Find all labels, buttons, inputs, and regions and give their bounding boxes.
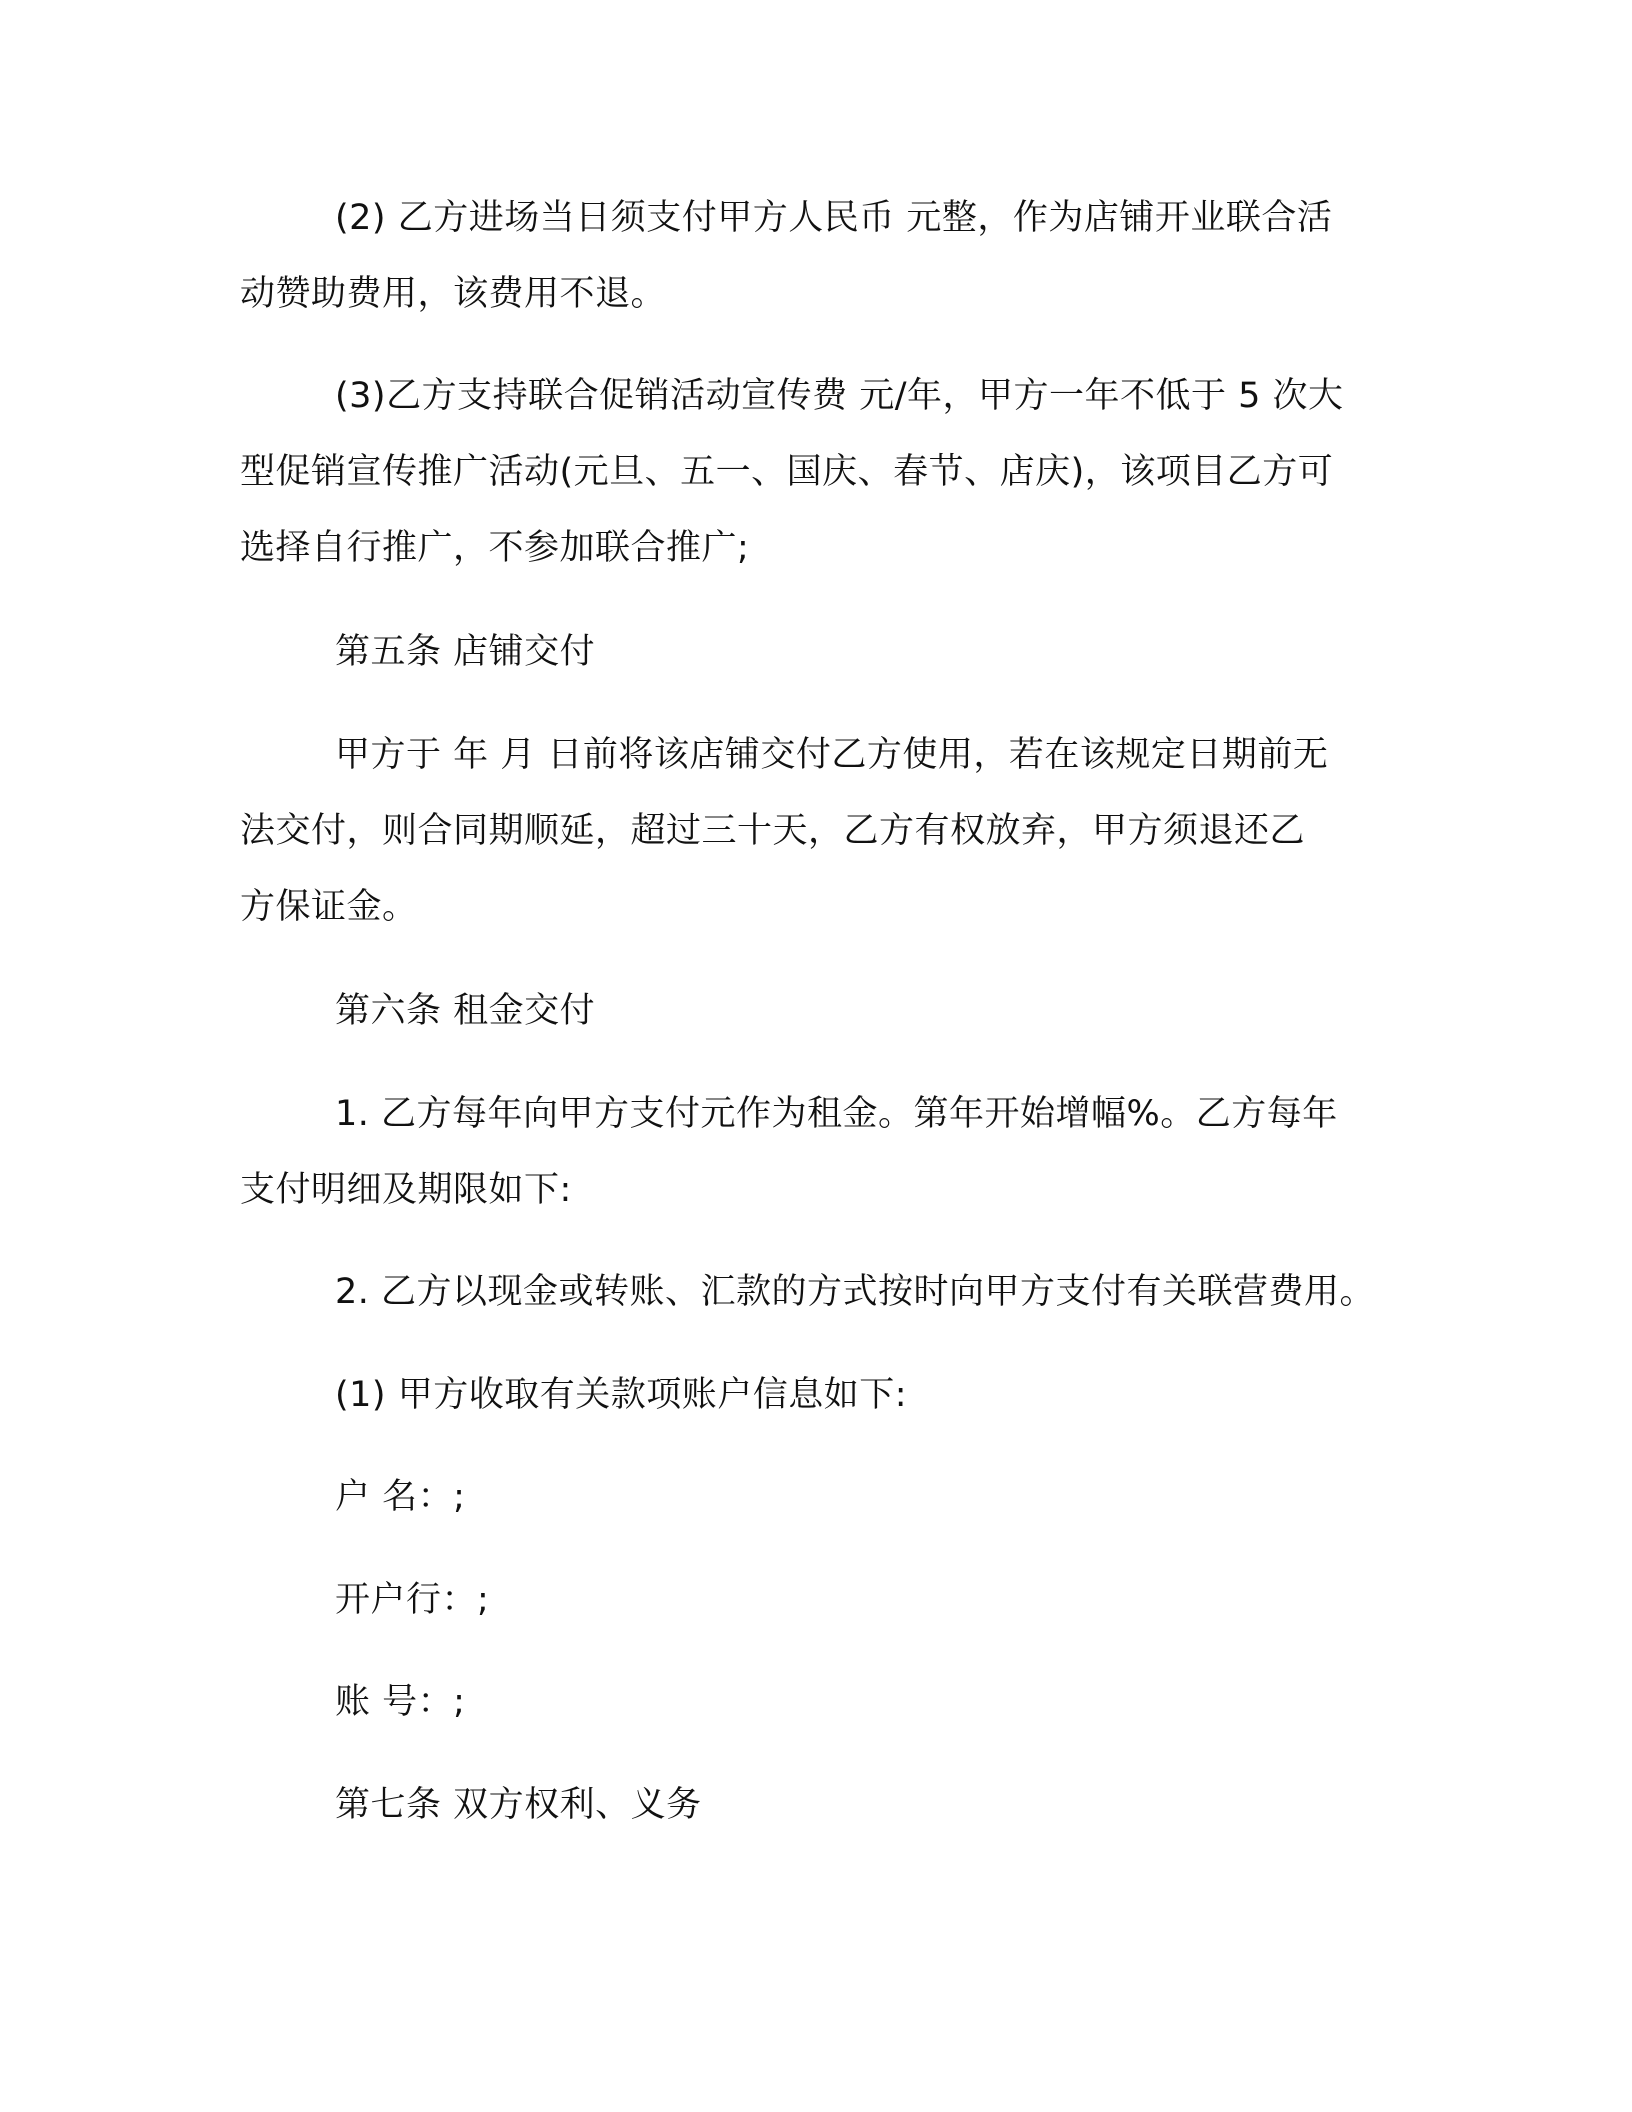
- paragraph-line: (2) 乙方进场当日须支付甲方人民币 元整，作为店铺开业联合活: [335, 198, 1333, 238]
- article-7-heading: [240, 1767, 1400, 1843]
- article-5-paragraph: [240, 717, 1400, 945]
- section-heading: 第六条 租金交付: [335, 991, 596, 1031]
- paragraph-line: (1) 甲方收取有关款项账户信息如下:: [335, 1375, 907, 1415]
- paragraph-line: 型促销宣传推广活动(元旦、五一、国庆、春节、店庆)，该项目乙方可: [240, 452, 1334, 492]
- clause-4-2-paragraph: [240, 180, 1400, 332]
- article-6-2-1-paragraph: [240, 1357, 1400, 1433]
- paragraph-line: 2. 乙方以现金或转账、汇款的方式按时向甲方支付有关联营费用。: [335, 1272, 1376, 1312]
- section-heading: 第七条 双方权利、义务: [335, 1785, 702, 1825]
- paragraph-line: 开户行：;: [335, 1580, 490, 1620]
- paragraph-line: 账 号：;: [335, 1682, 466, 1722]
- paragraph-line: 选择自行推广，不参加联合推广;: [240, 528, 750, 568]
- account-number-line: [240, 1664, 1400, 1740]
- article-6-1-paragraph: [240, 1076, 1400, 1228]
- paragraph-line: 法交付，则合同期顺延，超过三十天，乙方有权放弃，甲方须退还乙: [240, 811, 1306, 851]
- article-6-2-paragraph: [240, 1254, 1400, 1330]
- account-name-line: [240, 1459, 1400, 1535]
- paragraph-line: 动赞助费用，该费用不退。: [240, 274, 667, 314]
- paragraph-line: 支付明细及期限如下:: [240, 1170, 572, 1210]
- paragraph-line: 甲方于 年 月 日前将该店铺交付乙方使用，若在该规定日期前无: [335, 735, 1329, 775]
- paragraph-line: 1. 乙方每年向甲方支付元作为租金。第年开始增幅%。乙方每年: [335, 1094, 1338, 1134]
- paragraph-line: 户 名：;: [335, 1477, 466, 1517]
- paragraph-line: 方保证金。: [240, 887, 418, 927]
- paragraph-line: (3)乙方支持联合促销活动宣传费 元/年，甲方一年不低于 5 次大: [335, 376, 1344, 416]
- article-6-heading: [240, 973, 1400, 1049]
- account-bank-line: [240, 1562, 1400, 1638]
- section-heading: 第五条 店铺交付: [335, 632, 596, 672]
- article-5-heading: [240, 614, 1400, 690]
- clause-4-3-paragraph: [240, 358, 1400, 586]
